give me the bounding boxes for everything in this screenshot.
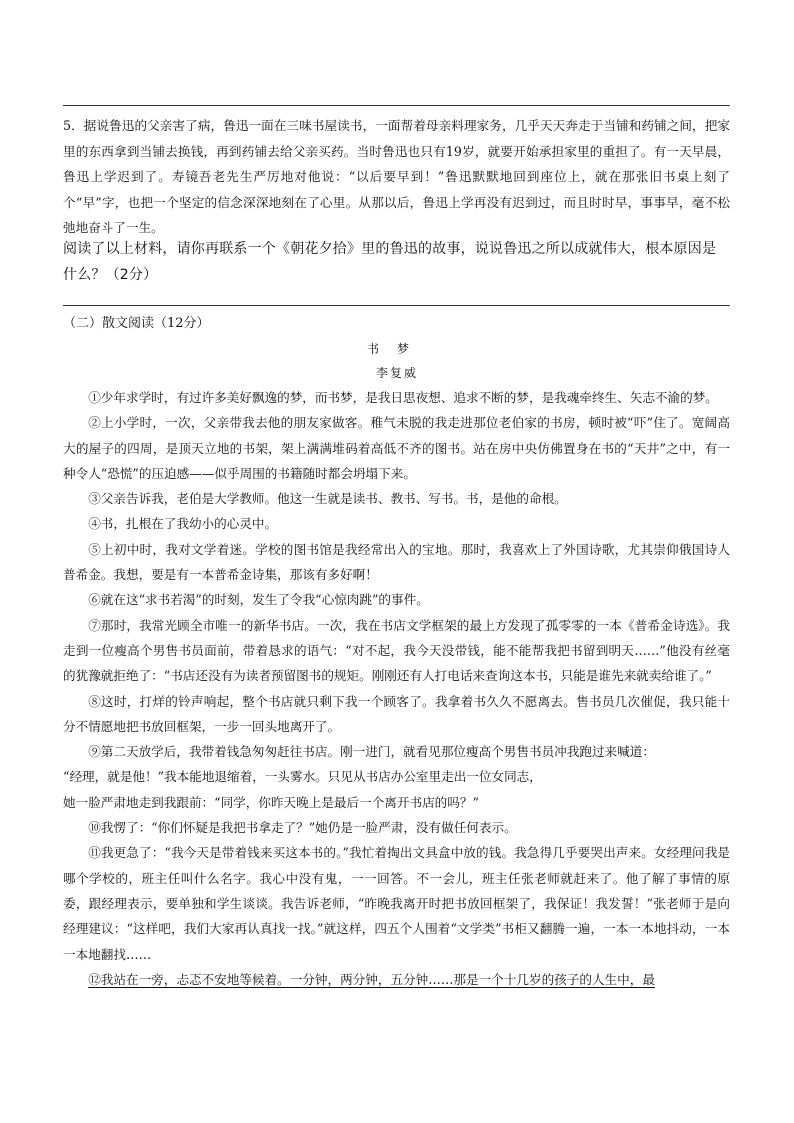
paragraph-11: ⑪我更急了：“我今天是带着钱来买这本书的。”我忙着掏出文具盒中放的钱。我急得几乎要哭出声来。女经理问我是哪个学校的，班主任叫什么名字。我心中没有鬼，一一回答。不一会儿，班主任张老师就赶来了。他了解了事情的原委，跟经理表示，要单独和学生谈谈。我告诉老师，“昨晚我离开时把书放回框架了，我保证！我发誓！”张老师于是向经理建议：“这样吧，我们大家再认真找一找。”就这样，四五个人围着“文学类”书柜又翻腾一遍，一本一本地抖动，一本一本地翻找…… (63, 845, 730, 962)
section-divider (63, 305, 730, 306)
article-author: 李复威 (375, 366, 418, 380)
section-heading: （二）散文阅读（12分） (63, 316, 210, 331)
paragraph-4: ④书，扎根在了我幼小的心灵中。 (88, 516, 278, 532)
paragraph-9-cont-2: 她一脸严肃地走到我跟前：“同学，你昨天晚上是最后一个离开书店的吗？” (63, 794, 479, 810)
paragraph-10: ⑩我愣了：“你们怀疑是我把书拿走了？”她仍是一脸严肃，没有做任何表示。 (88, 820, 517, 836)
paragraph-2: ②上小学时，一次，父亲带我去他的朋友家做客。稚气未脱的我走进那位老伯家的书房，顿时被“吓”住了。宽阔高大的屋子的四周，是顶天立地的书架，架上满满堆码着高低不齐的图书。站在房中央仿佛置身在书的“天井”之中，有一种令人“恐慌”的压迫感——似乎周围的书籍随时都会坍塌下来。 (63, 415, 730, 481)
article-title: 书梦 (366, 342, 427, 356)
paragraph-6: ⑥就在这“求书若渴”的时刻，发生了令我“心惊肉跳”的事件。 (88, 592, 429, 608)
paragraph-1: ①少年求学时，有过许多美好飘逸的梦，而书梦，是我日思夜想、追求不断的梦，是我魂牵终生、矢志不渝的梦。 (88, 390, 718, 405)
paragraph-7: ⑦那时，我常光顾全市唯一的新华书店。一次，我在书店文学框架的最上方发现了孤零零的一本《普希金诗选》。我走到一位瘦高个男售书员面前，带着恳求的语气：“对不起，我今天没带钱，能不能帮我把书留到明天……”他没有丝毫的犹豫就拒绝了：“书店还没有为读者预留图书的规矩。刚刚还有人打电话来查询这本书，只能是谁先来就卖给谁了。” (63, 617, 730, 684)
question-5-text: 5．据说鲁迅的父亲害了病，鲁迅一面在三味书屋读书，一面帮着母亲料理家务，几乎天天奔走于当铺和药铺之间，把家里的东西拿到当铺去换钱，再到药铺去给父亲买药。当时鲁迅也只有19岁，就要开始承担家里的重担了。有一天早晨，鲁迅上学迟到了。寿镜吾老先生严厉地对他说：“以后要早到！”鲁迅默默地回到座位上，就在那张旧书桌上刻了个“早”字，也把一个坚定的信念深深地刻在了心里。从那以后，鲁迅上学再没有迟到过，而且时时早，事事早，毫不松弛地奋斗了一生。 (63, 118, 730, 235)
paragraph-5: ⑤上初中时，我对文学着迷。学校的图书馆是我经常出入的宝地。那时，我喜欢上了外国诗歌，尤其崇仰俄国诗人普希金。我想，要是有一本普希金诗集，那该有多好啊！ (63, 541, 730, 583)
paragraph-9: ⑨第二天放学后，我带着钱急匆匆赶往书店。刚一进门，就看见那位瘦高个男售书员冲我跑过来喊道： (88, 744, 655, 760)
paragraph-9-cont-1: “经理，就是他！”我本能地退缩着，一头雾水。只见从书店办公室里走出一位女同志， (63, 769, 542, 785)
paragraph-8: ⑧这时，打烊的铃声响起，整个书店就只剩下我一个顾客了。我拿着书久久不愿离去。售书员几次催促，我只能十分不情愿地把书放回框架，一步一回头地离开了。 (63, 693, 730, 734)
question-5-prompt: 阅读了以上材料，请你再联系一个《朝花夕拾》里的鲁迅的故事，说说鲁迅之所以成就伟大，根本原因是什么？（2分） (63, 241, 717, 283)
article-body (63, 385, 730, 992)
paragraph-12: ⑫我站在一旁，忐忑不安地等候着。一分钟，两分钟，五分钟……那是一个十几岁的孩子的人生中，最 (88, 971, 655, 987)
top-divider (63, 105, 730, 106)
paragraph-3: ③父亲告诉我，老伯是大学教师。他这一生就是读书、教书、写书。书，是他的命根。 (88, 491, 567, 507)
